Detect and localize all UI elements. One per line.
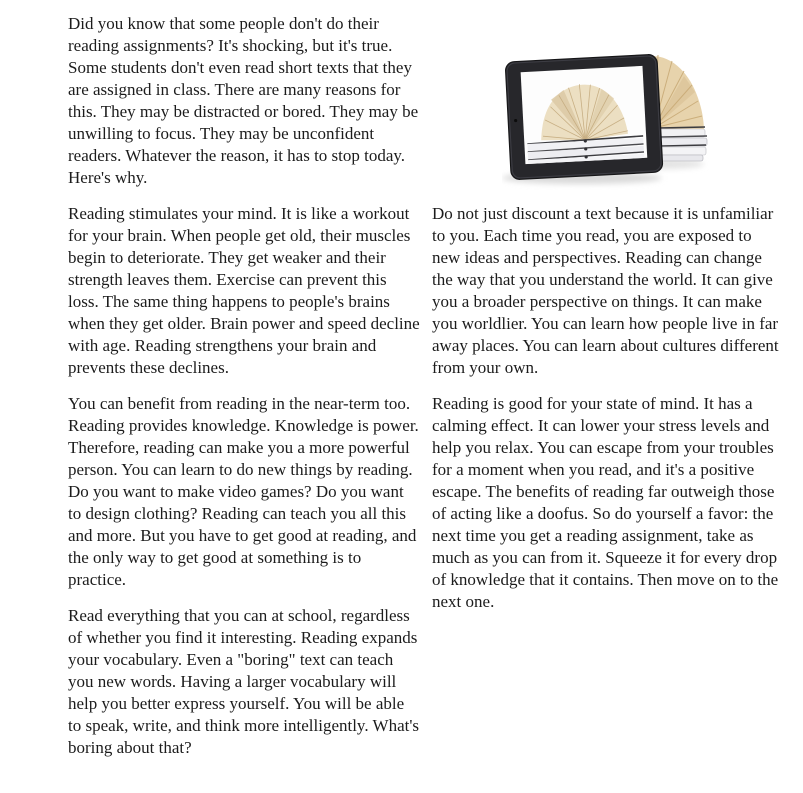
tablet-books-image [502,28,712,190]
left-column [68,13,421,773]
tablet-books-illustration [502,28,712,190]
paragraph-vocabulary: Read everything that you can at school, regardless of whether you find it interesting. Reading expands your vocabulary. Even a "boring" text can teach you new words. Having a larger vocabulary will help you better express yourself. You will be able to speak, write, and think more intelligently. What's boring about that? [68,606,420,757]
paragraph-state-of-mind: Reading is good for your state of mind. It has a calming effect. It can lower your stress levels and help you relax. You can escape from your troubles for a moment when you read, and it's a positive escape. The benefits of reading far outweigh those of acting like a doofus. So do yourself a favor: the next time you get a reading assignment, take as much as you can from it. Squeeze it for every drop of knowledge that it contains. Then move on to the next one. [432,394,779,611]
paragraph-intro: Did you know that some people don't do their reading assignments? It's shocking, but it's true. Some students don't even read short texts that they are assigned in class. There are many reasons for this. They may be distracted or bored. They may be unwilling to focus. They may be unconfident readers. Whatever the reason, it has to stop today. Here's why. [68,14,419,187]
right-column [432,13,782,627]
paragraph-knowledge: You can benefit from reading in the near-term too. Reading provides knowledge. Knowledge is power. Therefore, reading can make you a more powerful person. You can learn to do new things by reading. Do you want to make video games? Do you want to design clothing? Reading can teach you all this and more. But you have to get good at reading, and the only way to get good at something is to practice. [68,394,419,589]
paragraph-brain-workout: Reading stimulates your mind. It is like a workout for your brain. When people get old, their muscles begin to deteriorate. They get weaker and their strength leaves them. Exercise can prevent this loss. The same thing happens to people's brains when they get older. Brain power and speed decline with age. Reading strengthens your brain and prevents these declines. [68,204,420,377]
tablet [505,54,663,180]
paragraph-perspectives: Do not just discount a text because it is unfamiliar to you. Each time you read, you are exposed to new ideas and perspectives. Reading can change the way that you understand the world. It can give you a broader perspective on things. It can make you worldlier. You can learn how people live in far away places. You can learn about cultures different from your own. [432,204,779,377]
